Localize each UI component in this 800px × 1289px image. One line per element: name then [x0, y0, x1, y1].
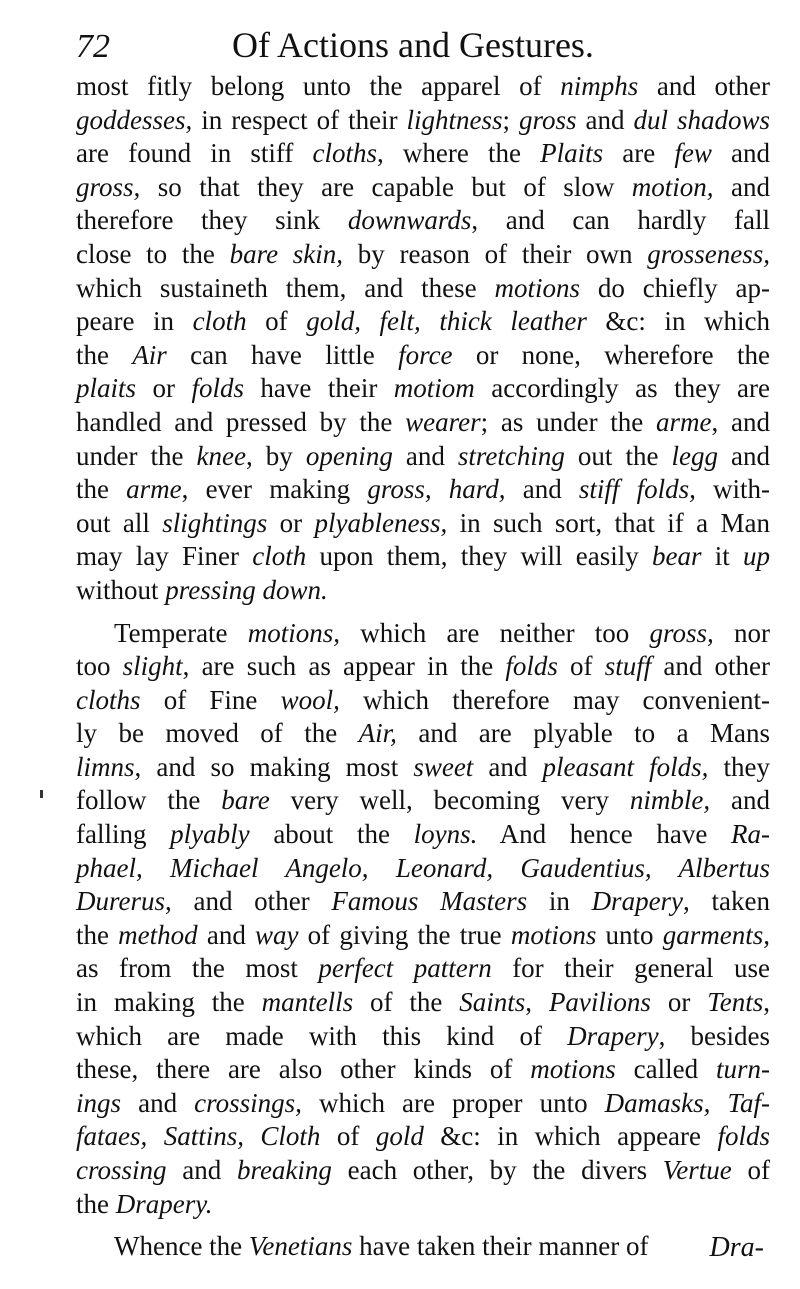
- text-line: [76, 339, 770, 373]
- italic-segment: motions: [510, 919, 597, 950]
- italic-segment: cloths: [76, 684, 141, 715]
- text-segment: , and other: [165, 886, 332, 917]
- running-head: [76, 24, 636, 74]
- text-segment: and: [197, 919, 255, 950]
- italic-segment: motions: [494, 272, 580, 303]
- text-segment: or none, wherefore the: [452, 339, 770, 370]
- text-line: [76, 204, 770, 238]
- text-segment: and: [121, 1087, 195, 1118]
- italic-segment: gross: [519, 104, 577, 135]
- italic-segment: bare: [221, 785, 270, 816]
- body-text: [76, 70, 770, 1264]
- text-segment: in such sort, that if a Man: [447, 507, 770, 538]
- text-line: [76, 684, 770, 718]
- italic-segment: fataes, Sattins, Cloth: [76, 1121, 321, 1152]
- catchword: Dra-: [709, 1232, 764, 1263]
- text-line: [76, 852, 770, 886]
- italic-segment: bare skin,: [229, 238, 344, 269]
- text-line: [76, 617, 770, 651]
- text-line: [76, 137, 770, 171]
- italic-segment: wearer: [405, 406, 481, 437]
- text-segment: without: [76, 574, 166, 605]
- italic-segment: method: [118, 919, 198, 950]
- text-segment: of: [557, 651, 605, 682]
- text-line: [76, 540, 770, 574]
- italic-segment: pressing down.: [165, 574, 328, 605]
- text-segment: it: [701, 541, 743, 572]
- text-segment: , and can hardly fall: [471, 205, 771, 236]
- text-segment: by reason of their own: [343, 238, 648, 269]
- text-segment: and: [473, 751, 543, 782]
- text-segment: too: [76, 651, 123, 682]
- text-segment: for their general use: [491, 953, 770, 984]
- text-line: [76, 272, 770, 306]
- text-line: [76, 1053, 770, 1087]
- text-line: [76, 1154, 770, 1188]
- italic-segment: Air: [132, 339, 167, 370]
- text-segment: close to the: [76, 238, 230, 269]
- text-segment: , besides: [658, 1020, 770, 1051]
- text-segment: and other: [638, 71, 770, 101]
- italic-segment: few: [674, 138, 712, 169]
- text-segment: , taken: [683, 886, 770, 917]
- text-segment: and: [718, 440, 771, 471]
- italic-segment: Tents: [707, 987, 764, 1018]
- italic-segment: arme: [126, 474, 182, 505]
- text-segment: of: [320, 1121, 376, 1152]
- text-segment: ,: [763, 987, 770, 1018]
- italic-segment: opening: [305, 440, 393, 471]
- text-line: [76, 507, 770, 541]
- italic-segment: Venetians: [248, 1231, 353, 1262]
- text-line: [76, 1120, 770, 1154]
- text-segment: ,: [525, 987, 549, 1018]
- text-segment: have taken their manner of: [352, 1231, 649, 1262]
- text-segment: of giving the true: [298, 919, 511, 950]
- text-segment: , are such as appear in the: [182, 651, 506, 682]
- text-segment: falling: [76, 819, 171, 850]
- text-segment: which are made with this kind of: [76, 1020, 568, 1051]
- paragraph-gap: [76, 608, 770, 617]
- text-segment: ; as under the: [480, 406, 657, 437]
- italic-segment: knee: [196, 440, 246, 471]
- text-segment: each other, by the divers: [331, 1155, 663, 1185]
- text-segment: and: [576, 104, 634, 135]
- italic-segment: slightings: [162, 507, 268, 538]
- italic-segment: bear: [651, 541, 702, 572]
- text-segment: handled and pressed by the: [76, 406, 406, 437]
- italic-segment: Ra-: [731, 819, 770, 850]
- text-line: [76, 952, 770, 986]
- italic-segment: loyns.: [413, 819, 478, 850]
- text-segment: the: [76, 474, 127, 505]
- text-line: [76, 1020, 770, 1054]
- text-line: [76, 986, 770, 1020]
- text-segment: which therefore may convenient-: [339, 684, 770, 715]
- text-line: [76, 1230, 770, 1264]
- italic-segment: folds: [717, 1121, 770, 1152]
- text-segment: Temperate: [114, 617, 248, 648]
- page-number: 72: [76, 28, 110, 65]
- italic-segment: Durerus: [76, 886, 166, 917]
- italic-segment: phael, Michael Angelo, Leonard, Gaudentius, Albertus: [76, 852, 770, 883]
- italic-segment: motiom: [393, 373, 475, 404]
- italic-segment: pleasant folds,: [542, 751, 709, 782]
- text-segment: , by: [246, 440, 306, 471]
- italic-segment: ings: [76, 1087, 122, 1118]
- italic-segment: folds: [505, 651, 558, 682]
- italic-segment: cloth: [192, 306, 247, 337]
- text-line: [76, 1188, 770, 1222]
- margin-mark: [40, 790, 43, 798]
- text-line: [76, 919, 770, 953]
- text-segment: and: [166, 1155, 237, 1185]
- text-segment: so that they are capable but of slow: [140, 171, 632, 202]
- text-segment: peare in: [76, 306, 193, 337]
- text-segment: and other: [651, 651, 770, 682]
- italic-segment: way: [255, 919, 299, 950]
- italic-segment: cloth: [252, 541, 307, 572]
- italic-segment: cloths: [312, 138, 378, 169]
- italic-segment: Drapery.: [115, 1188, 213, 1219]
- text-segment: follow the: [76, 785, 222, 816]
- italic-segment: turn-: [716, 1054, 770, 1085]
- text-line: [76, 171, 770, 205]
- text-line: [76, 440, 770, 474]
- text-line: [76, 104, 770, 138]
- text-segment: the: [76, 1188, 116, 1219]
- italic-segment: wool,: [280, 684, 340, 715]
- text-segment: most fitly belong unto the apparel of: [76, 71, 561, 101]
- text-segment: may lay Finer: [76, 541, 253, 572]
- text-segment: &c: in which appeare: [423, 1121, 718, 1152]
- text-segment: , and: [711, 406, 771, 437]
- text-segment: of Fine: [140, 684, 281, 715]
- text-line: [76, 372, 770, 406]
- italic-segment: up: [743, 541, 770, 572]
- italic-segment: slight: [122, 651, 183, 682]
- text-segment: in respect of their: [192, 104, 407, 135]
- text-segment: are: [603, 138, 675, 169]
- italic-segment: dul shadows: [633, 104, 770, 135]
- text-segment: or: [136, 373, 192, 404]
- text-segment: in: [527, 886, 592, 917]
- italic-segment: Saints: [459, 987, 526, 1018]
- text-segment: have their: [243, 373, 394, 404]
- italic-segment: motions: [530, 1054, 616, 1085]
- text-segment: unto: [596, 919, 663, 950]
- text-segment: do chiefly ap-: [579, 272, 770, 303]
- text-segment: the: [76, 919, 119, 950]
- text-line: [76, 238, 770, 272]
- italic-segment: crossings,: [194, 1087, 302, 1118]
- paragraph-2: [76, 617, 770, 1222]
- italic-segment: legg: [671, 440, 718, 471]
- text-line: [76, 818, 770, 852]
- italic-segment: Vertue: [662, 1155, 732, 1185]
- text-segment: or: [267, 507, 315, 538]
- text-segment: out the: [564, 440, 672, 471]
- text-segment: called: [615, 1054, 716, 1085]
- text-segment: ;: [502, 104, 520, 135]
- text-segment: And hence have: [477, 819, 732, 850]
- text-segment: they: [708, 751, 770, 782]
- text-segment: of: [731, 1155, 770, 1185]
- text-segment: , where the: [377, 138, 541, 169]
- italic-segment: lightness: [406, 104, 503, 135]
- text-segment: and: [711, 138, 770, 169]
- italic-segment: motion,: [631, 171, 714, 202]
- italic-segment: nimphs: [560, 71, 639, 101]
- text-segment: and are plyable to a Mans: [396, 718, 770, 749]
- text-segment: and: [710, 785, 770, 816]
- italic-segment: sweet: [413, 751, 474, 782]
- text-segment: as from the most: [76, 953, 319, 984]
- text-segment: of the: [353, 987, 460, 1018]
- paragraph-3: [76, 1230, 770, 1264]
- italic-segment: Plaits: [540, 138, 604, 169]
- italic-segment: gross,: [649, 617, 714, 648]
- italic-segment: motions,: [247, 617, 341, 648]
- text-segment: &c: in which: [586, 306, 770, 337]
- text-line: [76, 305, 770, 339]
- italic-segment: limns: [76, 751, 135, 782]
- italic-segment: stretching: [457, 440, 565, 471]
- italic-segment: force: [398, 339, 453, 370]
- text-segment: and: [505, 474, 579, 505]
- italic-segment: gold, felt, thick leather: [306, 306, 587, 337]
- text-segment: therefore they sink: [76, 205, 348, 236]
- text-line: [76, 751, 770, 785]
- text-segment: with-: [695, 474, 771, 505]
- text-segment: are found in stiff: [76, 138, 313, 169]
- italic-segment: gross,: [76, 171, 141, 202]
- italic-segment: mantells: [261, 987, 354, 1018]
- italic-segment: grosseness,: [647, 238, 771, 269]
- text-segment: the: [76, 339, 133, 370]
- paragraph-1: [76, 70, 770, 608]
- italic-segment: garments,: [662, 919, 770, 950]
- text-segment: , ever making: [181, 474, 368, 505]
- italic-segment: gross, hard,: [367, 474, 506, 505]
- italic-segment: stiff folds,: [578, 474, 696, 505]
- italic-segment: plyableness,: [314, 507, 448, 538]
- text-segment: accordingly as they are: [474, 373, 770, 404]
- italic-segment: Famous Masters: [331, 886, 528, 917]
- text-segment: these, there are also other kinds of: [76, 1054, 531, 1085]
- text-segment: and: [392, 440, 458, 471]
- italic-segment: Pavilions: [548, 987, 651, 1018]
- text-segment: which sustaineth them, and these: [76, 272, 495, 303]
- italic-segment: folds: [191, 373, 244, 404]
- italic-segment: Air,: [358, 718, 397, 749]
- text-segment: nor: [713, 617, 771, 648]
- text-line: [76, 650, 770, 684]
- text-line: [76, 70, 770, 104]
- italic-segment: plyably: [170, 819, 250, 850]
- running-title: Of Actions and Gestures.: [232, 25, 594, 65]
- italic-segment: breaking: [236, 1155, 332, 1185]
- text-segment: upon them, they will easily: [306, 541, 652, 572]
- text-segment: about the: [249, 819, 414, 850]
- italic-segment: stuff: [604, 651, 652, 682]
- text-segment: out all: [76, 507, 163, 538]
- text-line: [76, 406, 770, 440]
- text-segment: under the: [76, 440, 197, 471]
- text-line: [76, 717, 770, 751]
- text-segment: Whence the: [114, 1231, 249, 1262]
- italic-segment: nimble,: [629, 785, 711, 816]
- text-segment: which are proper unto: [301, 1087, 605, 1118]
- text-segment: of: [246, 306, 307, 337]
- text-segment: very well, becoming very: [269, 785, 630, 816]
- italic-segment: goddesses,: [76, 104, 193, 135]
- italic-segment: gold: [375, 1121, 424, 1152]
- text-line: [76, 885, 770, 919]
- text-segment: and: [713, 171, 770, 202]
- text-line: [76, 1087, 770, 1121]
- paragraph-gap: [76, 1221, 770, 1230]
- text-segment: or: [650, 987, 708, 1018]
- italic-segment: downwards: [347, 205, 472, 236]
- italic-segment: Damasks, Taf-: [604, 1087, 770, 1118]
- italic-segment: arme: [656, 406, 712, 437]
- italic-segment: perfect pattern: [318, 953, 492, 984]
- text-line: [76, 473, 770, 507]
- text-segment: , and so making most: [134, 751, 414, 782]
- text-segment: ly be moved of the: [76, 718, 359, 749]
- text-line: [76, 784, 770, 818]
- text-line: [76, 574, 770, 608]
- italic-segment: Drapery: [567, 1020, 659, 1051]
- text-segment: which are neither too: [340, 617, 650, 648]
- text-segment: can have little: [166, 339, 399, 370]
- italic-segment: crossing: [76, 1155, 167, 1185]
- text-segment: in making the: [76, 987, 262, 1018]
- italic-segment: plaits: [76, 373, 137, 404]
- italic-segment: Drapery: [591, 886, 684, 917]
